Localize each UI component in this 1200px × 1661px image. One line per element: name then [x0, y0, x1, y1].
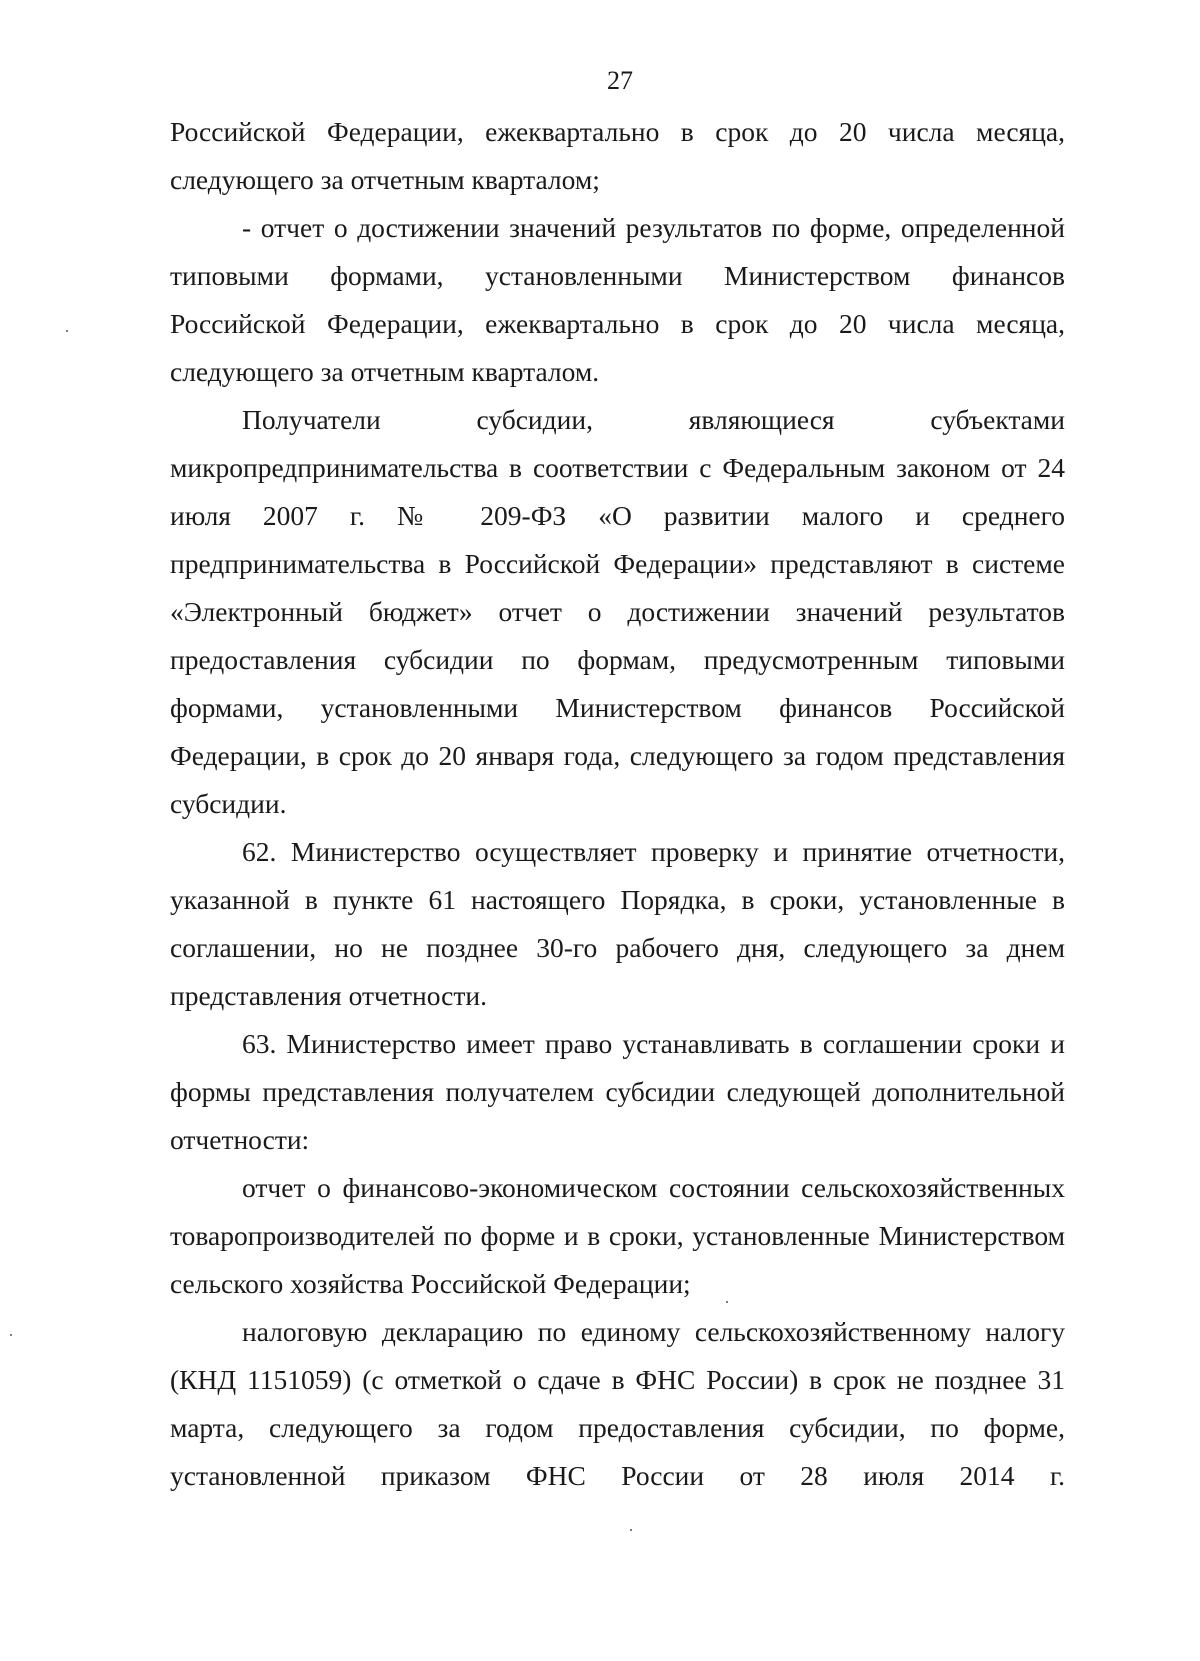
scan-speck [10, 1334, 12, 1336]
page-number: 27 [607, 66, 633, 95]
paragraph-micro-entrepreneurs: Получатели субсидии, являющиеся субъектами микропредпринимательства в соответствии с Федеральным законом от 24 июля 2007 г. № 209-ФЗ «О развитии малого и среднего предпринимательства в Российской Федерации» представляют в системе «Электронный бюджет» отчет о достижении значений результатов предоставления субсидии по формам, предусмотренным типовыми формами, установленными Министерством финансов Российской Федерации, в срок до 20 января года, следующего за годом представления субсидии. [170, 404, 1065, 819]
paragraph-financial-report: отчет о финансово-экономическом состоянии сельскохозяйственных товаропроизводителей по форме и в сроки, установленные Министерством сельского хозяйства Российской Федерации; [170, 1172, 1065, 1299]
document-body [170, 108, 1065, 1500]
paragraph-continuation: Российской Федерации, ежеквартально в срок до 20 числа месяца, следующего за отчетным кварталом; [170, 116, 1065, 195]
scan-speck [66, 330, 68, 332]
paragraph-item-62: 62. Министерство осуществляет проверку и принятие отчетности, указанной в пункте 61 настоящего Порядка, в сроки, установленные в соглашении, но не позднее 30-го рабочего дня, следующего за днем представления отчетности. [170, 836, 1065, 1011]
paragraph-report-results: - отчет о достижении значений результатов по форме, определенной типовыми формами, установленными Министерством финансов Российской Федерации, ежеквартально в срок до 20 числа месяца, следующего за отчетным кварталом. [170, 212, 1065, 387]
paragraph-tax-declaration: налоговую декларацию по единому сельскохозяйственному налогу (КНД 1151059) (с отметкой о сдаче в ФНС России) в срок не позднее 31 марта, следующего за годом предоставления субсидии, по форме, установленной приказом ФНС России от 28 июля 2014 г. [170, 1316, 1065, 1491]
paragraph-item-63: 63. Министерство имеет право устанавливать в соглашении сроки и формы представления получателем субсидии следующей дополнительной отчетности: [170, 1028, 1065, 1155]
scan-speck [630, 1529, 632, 1531]
scan-speck [726, 1301, 728, 1303]
